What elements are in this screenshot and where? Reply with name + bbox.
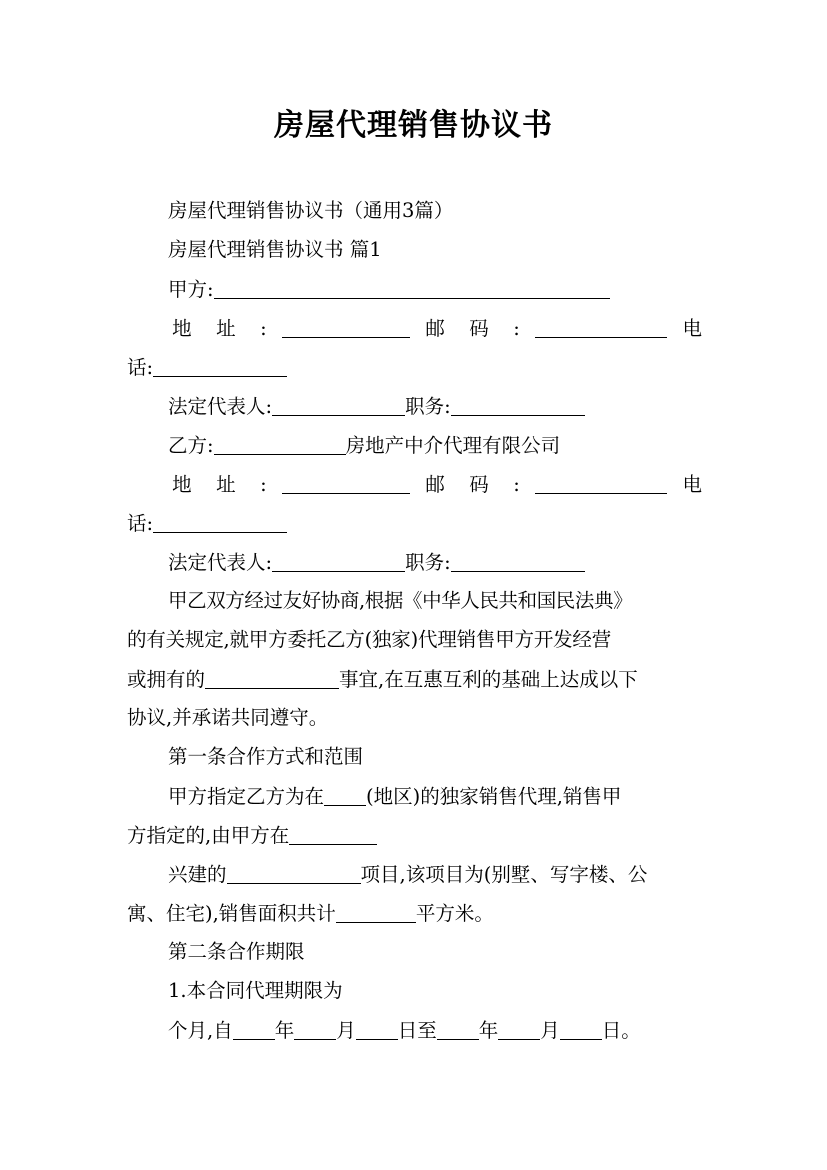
document-title: 房屋代理销售协议书 [274,108,553,143]
paragraph-line: 甲乙双方经过友好协商,根据《中华人民共和国民法典》 [168,589,633,612]
paragraph-line [127,669,702,690]
party-b-address-line [127,474,702,495]
blank-start-year [233,1020,275,1040]
zip-label: 邮 码 : [425,473,520,496]
paragraph-text: 月 [336,1019,356,1042]
paragraph-line [168,786,743,807]
paragraph-text: 年 [478,1019,499,1042]
blank-start-month [294,1020,336,1040]
blank-area [336,903,416,923]
blank-party-b [214,435,346,455]
paragraph-line: 的有关规定,就甲方委托乙方(独家)代理销售甲方开发经营 [127,628,612,651]
tel-label-cont: 话: [127,512,154,535]
blank-project [227,864,361,884]
duty-label: 职务: [405,395,451,418]
tel-label: 电 [682,473,703,496]
blank-zip [535,318,667,338]
paragraph-text: 日至 [397,1019,437,1042]
paragraph-text: 项目,该项目为(别墅、写字楼、公 [360,863,648,886]
paragraph-text: 方指定的,由甲方在 [127,824,290,847]
article-heading: 第一条合作方式和范围 [168,745,364,768]
blank-zip [535,474,667,494]
paragraph-text: 月 [540,1019,560,1042]
tel-label-cont: 话: [127,356,154,379]
paragraph-line [127,903,702,924]
section-heading: 房屋代理销售协议书 篇1 [168,238,382,261]
party-b-company: 房地产中介代理有限公司 [345,434,561,457]
paragraph-text: 事宜,在互惠互利的基础上达成以下 [339,668,638,691]
paragraph-line: 协议,并承诺共同遵守。 [127,706,329,729]
blank-end-day [560,1020,602,1040]
blank-address [282,318,410,338]
blank-tel [153,513,287,533]
party-a-label: 甲方: [168,278,214,301]
blank-duty [451,552,585,572]
subtitle: 房屋代理销售协议书（通用3篇） [168,199,454,222]
party-a-tel-line [127,357,702,378]
zip-label: 邮 码 : [425,317,520,340]
paragraph-text: 寓、住宅),销售面积共计 [127,902,336,925]
blank-duty [451,396,585,416]
blank-tel [153,357,287,377]
rep-label: 法定代表人: [168,395,273,418]
blank-address [282,474,410,494]
paragraph-text: (地区)的独家销售代理,销售甲 [366,785,622,808]
address-label: 地 址 : [163,317,267,340]
paragraph-line: 1.本合同代理期限为 [168,979,343,1002]
paragraph-line [127,825,702,846]
blank-end-month [498,1020,540,1040]
paragraph-text: 或拥有的 [127,668,206,691]
duty-label: 职务: [405,551,451,574]
paragraph-text: 兴建的 [168,863,227,886]
party-b-line [168,435,743,456]
blank-location [289,825,377,845]
paragraph-line [168,1020,743,1041]
paragraph-text: 甲方指定乙方为在 [168,785,325,808]
blank-rep [272,396,405,416]
rep-label: 法定代表人: [168,551,273,574]
paragraph-text: 平方米。 [415,902,494,925]
paragraph-text: 年 [274,1019,295,1042]
party-b-label: 乙方: [168,434,214,457]
party-a-line [168,279,743,300]
party-b-tel-line [127,513,702,534]
party-b-rep-line [168,552,743,573]
blank-end-year [437,1020,479,1040]
party-a-address-line [127,318,702,339]
paragraph-text: 个月,自 [168,1019,233,1042]
address-label: 地 址 : [163,473,267,496]
blank-start-day [356,1020,398,1040]
tel-label: 电 [682,317,703,340]
blank-property [205,669,339,689]
paragraph-line [168,864,743,885]
blank-party-a [214,279,610,299]
paragraph-text: 日。 [601,1019,641,1042]
article-heading: 第二条合作期限 [168,940,305,963]
blank-rep [272,552,405,572]
blank-region [324,786,366,806]
party-a-rep-line [168,396,743,417]
